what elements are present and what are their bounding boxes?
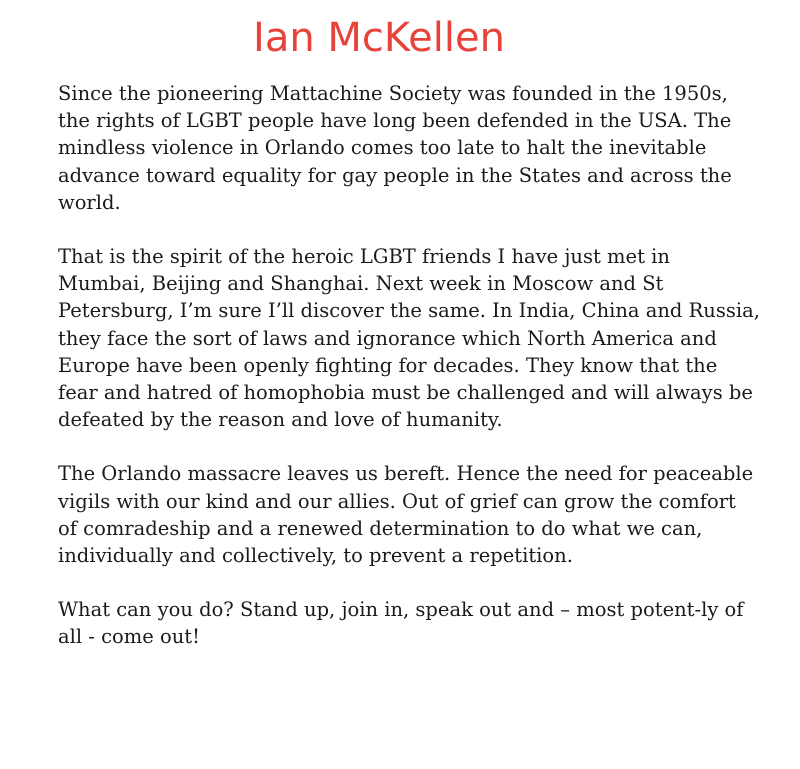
- paragraph-2: That is the spirit of the heroic LGBT friends I have just met in Mumbai, Beijing and Shanghai. Next week in Moscow and St Petersburg, I’m sure I’ll discover the same. In India, China and Russia, they face the sort of laws and ignorance which North America and Europe have been openly fighting for decades. They know that the fear and hatred of homophobia must be challenged and will always be defeated by the reason and love of humanity.: [58, 245, 760, 432]
- paragraph-1: Since the pioneering Mattachine Society was founded in the 1950s, the rights of LGBT people have long been defended in the USA. The mindless violence in Orlando comes too late to halt the inevitable advance toward equality for gay people in the States and across the world.: [58, 82, 732, 214]
- author-title: Ian McKellen: [253, 15, 505, 61]
- statement-body: [58, 80, 760, 651]
- paragraph-4: What can you do? Stand up, join in, speak out and – most potent-ly of all - come out!: [58, 598, 744, 649]
- paragraph-3: The Orlando massacre leaves us bereft. Hence the need for peaceable vigils with our kind and our allies. Out of grief can grow the comfort of comradeship and a renewed determination to do what we can, individually and collectively, to prevent a repetition.: [58, 462, 754, 568]
